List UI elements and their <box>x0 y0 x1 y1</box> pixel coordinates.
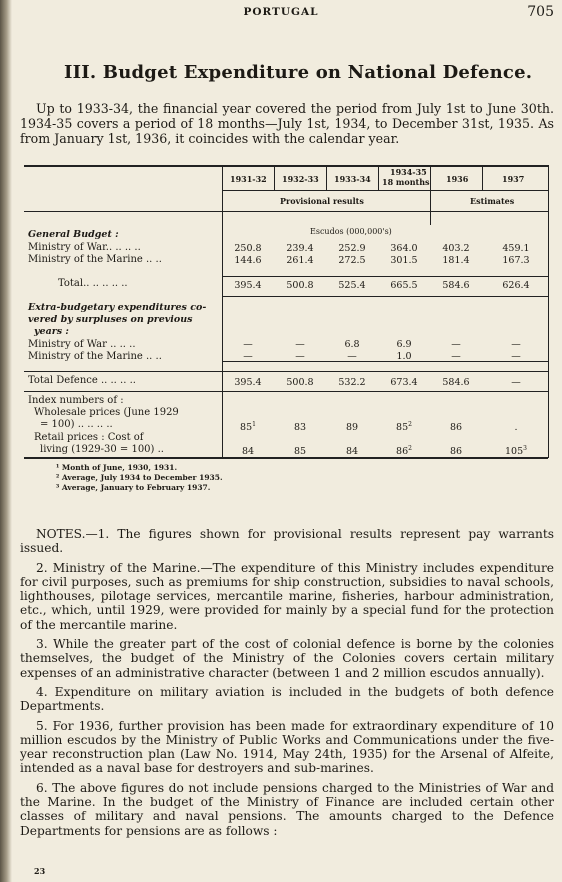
table-rule <box>274 165 275 190</box>
provisional-header: Provisional results <box>280 196 364 206</box>
cell-total-defence: 532.2 <box>338 377 366 388</box>
footnote: ³ Average, January to February 1937. <box>56 483 211 492</box>
col-header: 1937 <box>502 174 525 184</box>
cell-total: 626.4 <box>502 280 530 291</box>
table-rule <box>24 391 548 392</box>
cell-wholesale: $85^1$ <box>240 421 256 434</box>
note-paragraph: 5. For 1936, further provision has been made for extraordinary expenditure of 10 million escudos by the Ministry of Public Works and Communications under the five-year reconstruction plan (Law No. 1914, May 24th, 1935) for the Arsenal of Alfeite, intended as a naval base for destroyers and sub-marines. <box>20 718 554 776</box>
cell-retail: 86 <box>449 446 463 458</box>
row-label-extra-war: Ministry of War .. .. .. <box>28 339 136 350</box>
row-label-war: Ministry of War.. .. .. .. <box>28 242 141 253</box>
row-label-total: Total.. .. .. .. .. <box>58 278 128 289</box>
unit-label: Escudos (000,000's) <box>310 227 392 236</box>
cell-war: 239.4 <box>286 243 314 254</box>
row-label-index: living (1929-30 = 100) .. <box>40 444 164 455</box>
running-head: PORTUGAL <box>243 6 319 18</box>
cell-wholesale: . <box>514 422 518 434</box>
row-label-index: Wholesale prices (June 1929 <box>34 407 179 418</box>
cell-retail: 84 <box>241 446 255 458</box>
cell-total-defence: 395.4 <box>234 377 262 388</box>
cell-total: 525.4 <box>338 280 366 291</box>
cell-extra-war: — <box>243 339 253 350</box>
cell-total: 500.8 <box>286 280 314 291</box>
page-number: 705 <box>527 4 554 20</box>
cell-marine: 181.4 <box>442 255 470 266</box>
note-paragraph: 3. While the greater part of the cost of colonial defence is borne by the colonies themselves, the budget of the Ministry of the Colonies covers certain military expenses of an administrative character (between 1 and 2 million escudos annually). <box>20 637 554 680</box>
col-header: 1934-35 <box>390 167 427 177</box>
row-group-label: Extra-budgetary expenditures co- <box>28 302 207 313</box>
cell-total-defence: 584.6 <box>442 377 470 388</box>
budget-table <box>24 165 548 458</box>
note-paragraph: 2. Ministry of the Marine.—The expenditure of this Ministry includes expenditure for civil purposes, such as premiums for ship construction, subsidies to naval schools, lighthouses, pilotage services, mercantile marine, fisheries, harbour administration, etc., which, until 1929, were provided for mainly by a special fund for the protection of the mercantile marine. <box>20 560 554 632</box>
cell-total: 665.5 <box>390 280 418 291</box>
row-label-index: Index numbers of : <box>28 395 124 406</box>
col-header: 1931-32 <box>230 174 267 184</box>
note-paragraph: 4. Expenditure on military aviation is included in the budgets of both defence Departments. <box>20 684 554 714</box>
row-group-label: vered by surpluses on previous <box>28 314 193 325</box>
section-title: III. Budget Expenditure on National Defence. <box>64 62 533 83</box>
cell-war: 250.8 <box>234 243 262 254</box>
cell-extra-war: 6.9 <box>396 339 412 350</box>
note-paragraph: 6. The above figures do not include pensions charged to the Ministries of War and the Marine. In the budget of the Ministry of Finance are included certain other classes of military and naval pensions. The amounts charged to the Defence Departments for pensions are as follows : <box>20 780 554 838</box>
table-rule <box>222 190 548 191</box>
row-label-extra-marine: Ministry of the Marine .. .. <box>28 351 162 362</box>
col-header: 1932-33 <box>282 174 319 184</box>
cell-extra-marine: — <box>243 351 253 362</box>
cell-retail: 84 <box>345 446 359 458</box>
cell-total-defence: 500.8 <box>286 377 314 388</box>
row-group-label: years : <box>34 326 69 337</box>
cell-total: 584.6 <box>442 280 470 291</box>
row-group-label: General Budget : <box>28 229 119 240</box>
cell-extra-war: — <box>451 339 461 350</box>
printer-signature: 23 <box>34 866 46 876</box>
estimates-header: Estimates <box>470 196 515 206</box>
table-rule <box>430 165 431 225</box>
footnotes <box>56 463 223 493</box>
row-label-index: = 100) .. .. .. .. <box>40 419 113 430</box>
cell-marine: 272.5 <box>338 255 366 266</box>
table-rule <box>24 371 548 372</box>
notes-section <box>20 527 554 843</box>
table-rule <box>548 165 549 458</box>
cell-wholesale: $85^2$ <box>396 421 412 434</box>
note-paragraph: NOTES.—1. The figures shown for provisional results represent pay warrants issued. <box>20 527 554 556</box>
cell-extra-marine: — <box>295 351 305 362</box>
cell-extra-marine: — <box>511 351 521 362</box>
cell-war: 459.1 <box>502 243 530 254</box>
cell-war: 403.2 <box>442 243 470 254</box>
cell-extra-war: — <box>295 339 305 350</box>
col-header: 18 months <box>382 177 430 187</box>
table-rule <box>326 165 327 190</box>
page-binding-shadow <box>0 0 12 882</box>
col-header: 1936 <box>446 174 469 184</box>
cell-extra-marine: — <box>347 351 357 362</box>
cell-extra-marine: — <box>451 351 461 362</box>
cell-wholesale: 89 <box>345 422 359 434</box>
cell-total-defence: 673.4 <box>390 377 418 388</box>
footnote: ¹ Month of June, 1930, 1931. <box>56 463 178 472</box>
row-label-marine: Ministry of the Marine .. .. <box>28 254 162 265</box>
cell-retail: $86^2$ <box>396 445 412 458</box>
table-rule <box>482 165 483 190</box>
cell-wholesale: 86 <box>449 422 463 434</box>
cell-extra-war: — <box>511 339 521 350</box>
cell-retail: $105^3$ <box>505 445 527 458</box>
cell-wholesale: 83 <box>293 422 307 434</box>
cell-war: 252.9 <box>338 243 366 254</box>
row-label-total-defence: Total Defence .. .. .. .. <box>28 375 136 386</box>
table-rule <box>24 165 548 167</box>
cell-extra-marine: 1.0 <box>396 351 412 362</box>
table-rule <box>222 165 223 458</box>
cell-marine: 301.5 <box>390 255 418 266</box>
table-rule <box>222 276 548 277</box>
footnote: ² Average, July 1934 to December 1935. <box>56 473 223 482</box>
cell-retail: 85 <box>293 446 307 458</box>
cell-total-defence: — <box>511 377 521 388</box>
table-rule <box>378 165 379 190</box>
col-header: 1933-34 <box>334 174 371 184</box>
table-rule <box>24 211 548 212</box>
cell-marine: 144.6 <box>234 255 262 266</box>
table-rule <box>24 457 548 459</box>
row-label-index: Retail prices : Cost of <box>34 432 144 443</box>
cell-extra-war: 6.8 <box>344 339 360 350</box>
cell-total: 395.4 <box>234 280 262 291</box>
page-header <box>0 6 562 24</box>
cell-marine: 167.3 <box>502 255 530 266</box>
cell-war: 364.0 <box>390 243 418 254</box>
table-rule <box>222 296 548 297</box>
intro-paragraph: Up to 1933-34, the financial year covered the period from July 1st to June 30th. 1934-35 covers a period of 18 months—July 1st, 1934, to December 31st, 1935. As from January 1st, 1936, it coincides with the calendar year. <box>20 101 554 146</box>
cell-marine: 261.4 <box>286 255 314 266</box>
